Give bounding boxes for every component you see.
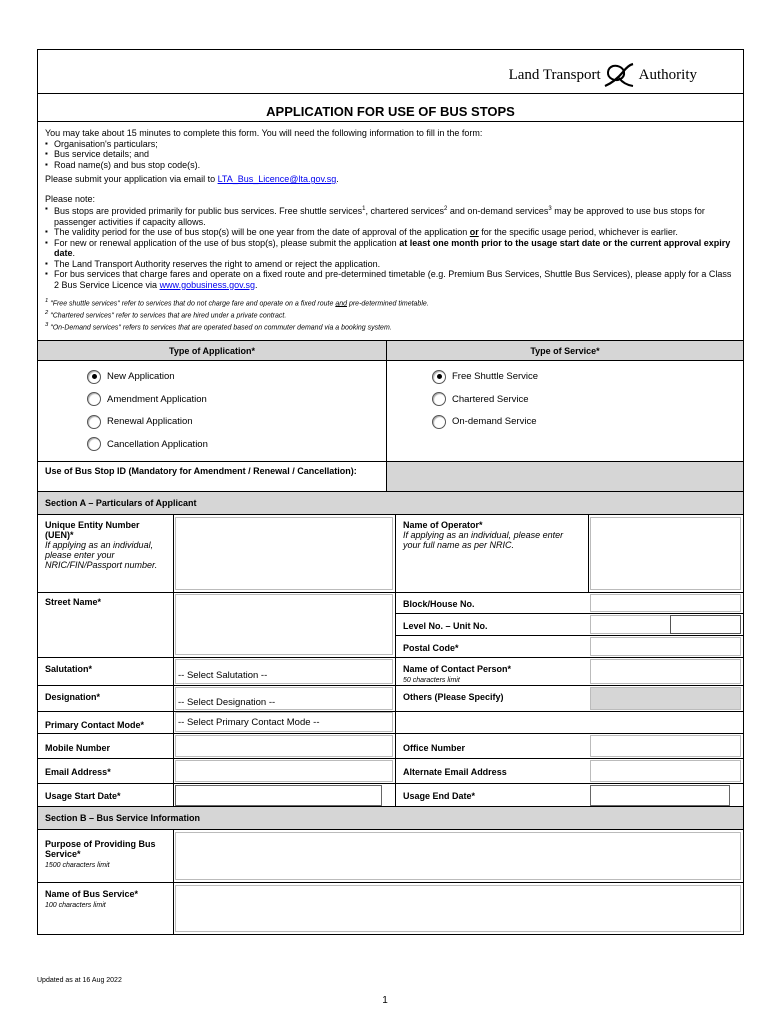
gobusiness-link[interactable]: www.gobusiness.gov.sg (159, 279, 255, 290)
radio-cancellation-application[interactable]: Cancellation Application (38, 433, 386, 456)
mobile-input[interactable] (175, 735, 393, 757)
needs-list (45, 139, 736, 171)
end-date-input[interactable] (590, 785, 730, 806)
uen-label: Unique Entity Number (UEN)* If applying as an individual, please enter your NRIC/FIN/Passport number. (45, 520, 158, 571)
radio-icon[interactable] (87, 392, 101, 406)
bus-service-name-label: Name of Bus Service* 100 characters limit (45, 889, 139, 910)
unit-input[interactable] (670, 615, 741, 634)
block-label: Block/House No. (403, 599, 475, 610)
need-item: ▪ Road name(s) and bus stop code(s). (45, 160, 736, 171)
section-a-title: Section A – Particulars of Applicant (38, 492, 743, 515)
radio-icon[interactable] (432, 370, 446, 384)
note-title: Please note: (45, 193, 96, 204)
office-label: Office Number (403, 743, 466, 754)
type-selection (38, 341, 743, 462)
lta-swoosh-icon (603, 62, 637, 88)
email-label: Email Address* (45, 767, 111, 778)
radio-icon[interactable] (87, 437, 101, 451)
note-item: ▪ For bus services that charge fares and operate on a fixed route and pre-determined timetable (e.g. Premium Bus Services, Shuttle Bus Services), please apply for a Class 2 Bus Service Licence via www.gobusiness.gov.sg. (45, 269, 736, 290)
mobile-label: Mobile Number (45, 743, 111, 754)
bus-stop-id-label: Use of Bus Stop ID (Mandatory for Amendment / Renewal / Cancellation): (38, 462, 387, 491)
salutation-label: Salutation* (45, 664, 93, 675)
page-number: 1 (382, 995, 388, 1006)
radio-icon[interactable] (432, 392, 446, 406)
radio-icon[interactable] (87, 415, 101, 429)
contact-mode-value: -- Select Primary Contact Mode -- (178, 717, 320, 729)
start-date-label: Usage Start Date* (45, 791, 121, 802)
others-label: Others (Please Specify) (403, 692, 504, 703)
contact-person-label: Name of Contact Person* 50 characters limit (403, 664, 512, 685)
note-item: ▪ Bus stops are provided primarily for public bus services. Free shuttle services$^1$, chartered services$^2$ and on-demand services$^3$ may be approved to use bus stops for passenger activities if capacity allows. (45, 204, 736, 227)
street-label: Street Name* (45, 597, 102, 608)
purpose-label: Purpose of Providing Bus Service* 1500 characters limit (45, 839, 156, 870)
salutation-value: -- Select Salutation -- (178, 670, 268, 682)
uen-input[interactable] (175, 517, 393, 590)
instructions (38, 122, 743, 341)
logo-text-right: Authority (638, 66, 697, 83)
footnote: $^2$ "Chartered services" refer to services that are hired under a private contract. (45, 309, 287, 320)
level-label: Level No. – Unit No. (403, 621, 488, 632)
service-type-radios (387, 361, 743, 439)
operator-input[interactable] (590, 517, 741, 590)
service-type-column (387, 341, 743, 461)
service-type-header: Type of Service* (387, 341, 743, 361)
section-b-grid (38, 830, 743, 934)
intro-line: You may take about 15 minutes to complete this form. You will need the following information to fill in the form: (45, 128, 483, 138)
bus-service-name-input[interactable] (175, 885, 741, 932)
note-item: ▪ For new or renewal application of the use of bus stop(s), please submit the application at least one month prior to the usage start date or the current approval expiry date. (45, 238, 736, 259)
designation-value: -- Select Designation -- (178, 697, 276, 709)
footnote: $^3$ "On-Demand services" refers to services that are operated based on commuter demand via a booking system. (45, 321, 392, 331)
street-input[interactable] (175, 594, 393, 655)
radio-new-application[interactable]: New Application (38, 365, 386, 388)
note-item: ▪ The Land Transport Authority reserves the right to amend or reject the application. (45, 259, 736, 270)
need-item: ▪ Bus service details; and (45, 149, 736, 160)
postal-label: Postal Code* (403, 643, 459, 654)
radio-icon[interactable] (432, 415, 446, 429)
contact-mode-label: Primary Contact Mode* (45, 720, 145, 731)
office-input[interactable] (590, 735, 741, 757)
block-input[interactable] (590, 594, 741, 612)
others-input[interactable] (590, 687, 741, 710)
header-row (38, 50, 743, 94)
lta-logo (509, 62, 697, 88)
submit-instruction: Please submit your application via email to LTA_Bus_Licence@lta.gov.sg. (45, 174, 339, 184)
alt-email-input[interactable] (590, 760, 741, 782)
alt-email-label: Alternate Email Address (403, 767, 507, 778)
operator-label: Name of Operator* If applying as an individual, please enter your full name as per NRIC. (403, 520, 564, 551)
form-title: APPLICATION FOR USE OF BUS STOPS (38, 94, 743, 122)
radio-icon[interactable] (87, 370, 101, 384)
application-type-column (38, 341, 387, 461)
end-date-label: Usage End Date* (403, 791, 476, 802)
notes-list (45, 204, 736, 290)
postal-input[interactable] (590, 637, 741, 656)
radio-renewal-application[interactable]: Renewal Application (38, 410, 386, 433)
section-b-title: Section B – Bus Service Information (38, 807, 743, 830)
radio-free-shuttle[interactable]: Free Shuttle Service (387, 365, 743, 388)
application-type-radios (38, 361, 386, 461)
designation-label: Designation* (45, 692, 101, 703)
radio-chartered[interactable]: Chartered Service (387, 388, 743, 411)
logo-text-left: Land Transport (508, 66, 601, 83)
updated-date: Updated as at 16 Aug 2022 (37, 977, 122, 984)
section-a-grid (38, 515, 743, 807)
form-page (37, 49, 744, 935)
contact-person-input[interactable] (590, 659, 741, 684)
email-input[interactable] (175, 760, 393, 782)
footnotes (45, 297, 736, 332)
radio-amendment-application[interactable]: Amendment Application (38, 388, 386, 411)
start-date-input[interactable] (175, 785, 382, 806)
application-type-header: Type of Application* (38, 341, 386, 361)
bus-stop-id-field[interactable] (387, 462, 743, 491)
submit-email-link[interactable]: LTA_Bus_Licence@lta.gov.sg (217, 174, 337, 184)
bus-stop-id-row (38, 462, 743, 492)
note-item: ▪ The validity period for the use of bus stop(s) will be one year from the date of approval of the application or for the specific usage period, whichever is earlier. (45, 227, 736, 238)
purpose-input[interactable] (175, 832, 741, 880)
radio-on-demand[interactable]: On-demand Service (387, 410, 743, 433)
need-item: ▪ Organisation's particulars; (45, 139, 736, 150)
footnote: $^1$ "Free shuttle services" refer to services that do not charge fare and operate on a fixed route and pre-determined timetable. (45, 298, 429, 308)
